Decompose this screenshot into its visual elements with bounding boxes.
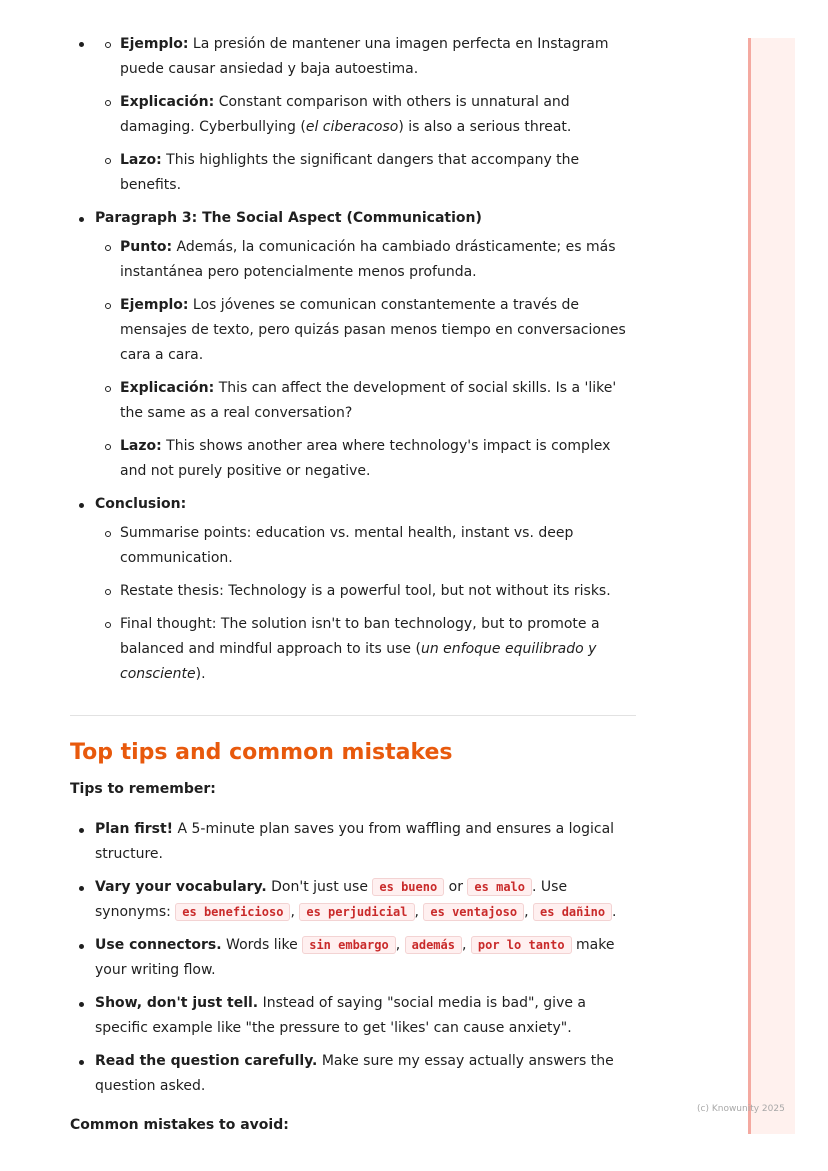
list-item: Restate thesis: Technology is a powerful tool, but not without its risks.: [95, 579, 640, 604]
paragraph-3-section: [70, 207, 640, 484]
section-divider: [70, 715, 636, 716]
tip-connectors: Use connectors. Words like sin embargo , además , por lo tanto make your writing flow.: [70, 933, 640, 983]
list-item: Lazo: This shows another area where technology's impact is complex and not purely positive or negative.: [95, 434, 640, 484]
list-item: Lazo: This highlights the significant dangers that accompany the benefits.: [95, 148, 640, 198]
code-phrase: es malo: [467, 878, 532, 896]
code-phrase: es perjudicial: [299, 903, 414, 921]
paragraph-2-points: [95, 32, 640, 198]
paragraph-3-title: Paragraph 3: The Social Aspect (Communication): [95, 210, 482, 226]
code-phrase: es beneficioso: [175, 903, 290, 921]
tip-show-dont-tell: Show, don't just tell. Instead of saying "social media is bad", give a specific example like "the pressure to get 'likes' can cause anxiety".: [70, 991, 640, 1041]
list-item: Ejemplo: Los jóvenes se comunican constantemente a través de mensajes de texto, pero quizás pasan menos tiempo en conversaciones cara a cara.: [95, 293, 640, 368]
code-phrase: es dañino: [533, 903, 612, 921]
paragraph-2-continued: [70, 32, 640, 198]
tip-vocabulary: Vary your vocabulary. Don't just use es bueno or es malo . Use synonyms: es beneficioso , es perjudicial , es ventajoso , es dañino .: [70, 875, 640, 925]
code-phrase: además: [405, 936, 462, 954]
tip-plan: Plan first! A 5-minute plan saves you from waffling and ensures a logical structure.: [70, 817, 640, 867]
document-content: [70, 32, 640, 1153]
conclusion-section: [70, 493, 640, 687]
list-item: Ejemplo: La presión de mantener una imagen perfecta en Instagram puede causar ansiedad y baja autoestima.: [95, 32, 640, 82]
conclusion-title: Conclusion:: [95, 496, 187, 512]
code-phrase: por lo tanto: [471, 936, 572, 954]
list-item: Final thought: The solution isn't to ban technology, but to promote a balanced and mindful approach to its use (un enfoque equilibrado y consciente).: [95, 612, 640, 687]
tip-read-question: Read the question carefully. Make sure my essay actually answers the question asked.: [70, 1049, 640, 1099]
list-item: Summarise points: education vs. mental health, instant vs. deep communication.: [95, 521, 640, 571]
outline-list: [70, 32, 640, 687]
conclusion-points: [95, 521, 640, 687]
margin-sidebar: [748, 38, 795, 1134]
code-phrase: es bueno: [372, 878, 444, 896]
tips-list: [70, 817, 640, 1099]
list-item: Explicación: Constant comparison with others is unnatural and damaging. Cyberbullying (el ciberacoso) is also a serious threat.: [95, 90, 640, 140]
list-item: Punto: Además, la comunicación ha cambiado drásticamente; es más instantánea pero potencialmente menos profunda.: [95, 235, 640, 285]
code-phrase: sin embargo: [302, 936, 395, 954]
list-item: Explicación: This can affect the development of social skills. Is a 'like' the same as a real conversation?: [95, 376, 640, 426]
footer-copyright: (c) Knowunity 2025: [697, 1104, 785, 1114]
code-phrase: es ventajoso: [423, 903, 524, 921]
mistakes-heading: Common mistakes to avoid:: [70, 1117, 289, 1133]
section-heading: Top tips and common mistakes: [70, 740, 453, 765]
paragraph-3-points: [95, 235, 640, 484]
tips-subheading: Tips to remember:: [70, 781, 216, 797]
